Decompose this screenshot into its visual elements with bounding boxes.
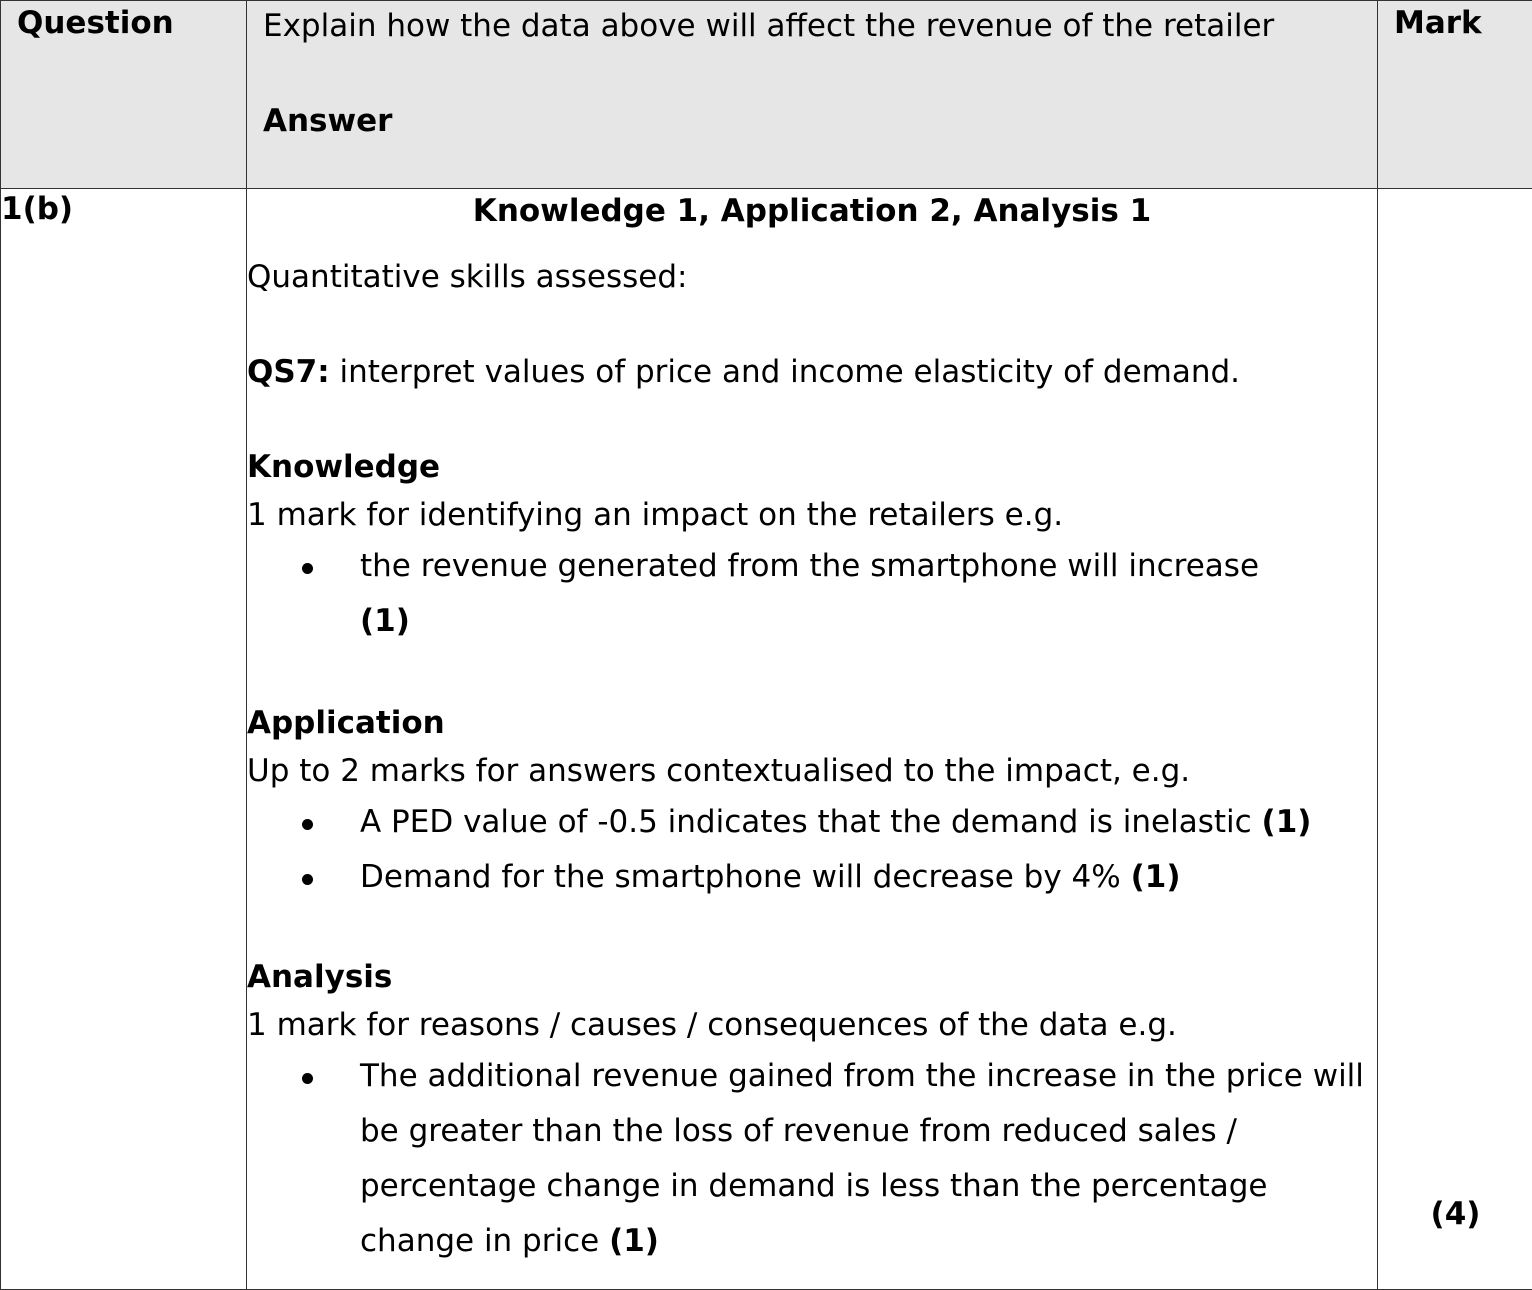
knowledge-intro: 1 mark for identifying an impact on the retailers e.g. <box>247 491 1377 539</box>
qs7-code: QS7: <box>247 354 330 390</box>
qs7-line <box>247 348 1377 396</box>
question-header-label: Question <box>1 1 246 43</box>
list-item <box>360 850 1377 905</box>
bullet-mark: (1) <box>1131 859 1181 895</box>
bullet-text: Demand for the smartphone will decrease by 4% <box>360 859 1131 895</box>
list-item <box>360 1049 1377 1269</box>
mark-cell <box>1378 189 1532 1290</box>
answer-header-label: Answer <box>263 98 1361 145</box>
question-column-header <box>1 1 247 189</box>
bullet-mark: (1) <box>1262 804 1312 840</box>
bullet-text: The additional revenue gained from the increase in the price will be greater than the loss of revenue from reduced sales / percentage change in demand is less than the percentage change in price <box>360 1058 1364 1259</box>
bullet-text: A PED value of -0.5 indicates that the demand is inelastic <box>360 804 1262 840</box>
prompt-column-header <box>247 1 1378 189</box>
table-row <box>1 189 1532 1290</box>
bullet-icon <box>302 819 313 830</box>
bullet-icon <box>302 874 313 885</box>
bullet-mark: (1) <box>360 603 410 639</box>
total-mark: (4) <box>1378 1194 1532 1234</box>
list-item <box>360 795 1377 850</box>
marking-criteria-heading: Knowledge 1, Application 2, Analysis 1 <box>247 189 1377 233</box>
application-bullets <box>247 795 1377 905</box>
analysis-title: Analysis <box>247 953 1377 1001</box>
list-item <box>360 539 1377 649</box>
question-number: 1(b) <box>1 189 247 1290</box>
mark-column-header <box>1378 1 1532 189</box>
question-prompt: Explain how the data above will affect the revenue of the retailer <box>263 3 1361 50</box>
answer-cell <box>247 189 1378 1290</box>
application-intro: Up to 2 marks for answers contextualised to the impact, e.g. <box>247 747 1377 795</box>
qs7-text: interpret values of price and income elasticity of demand. <box>330 354 1240 390</box>
knowledge-bullets <box>247 539 1377 649</box>
bullet-icon <box>302 1073 313 1084</box>
bullet-mark: (1) <box>609 1223 659 1259</box>
knowledge-title: Knowledge <box>247 443 1377 491</box>
bullet-text: the revenue generated from the smartphone will increase <box>360 548 1259 584</box>
analysis-intro: 1 mark for reasons / causes / consequences of the data e.g. <box>247 1001 1377 1049</box>
table-header-row <box>1 1 1532 189</box>
analysis-bullets <box>247 1049 1377 1269</box>
quant-skills-intro: Quantitative skills assessed: <box>247 253 1377 301</box>
mark-header-label: Mark <box>1378 1 1532 43</box>
application-title: Application <box>247 699 1377 747</box>
bullet-icon <box>302 563 313 574</box>
